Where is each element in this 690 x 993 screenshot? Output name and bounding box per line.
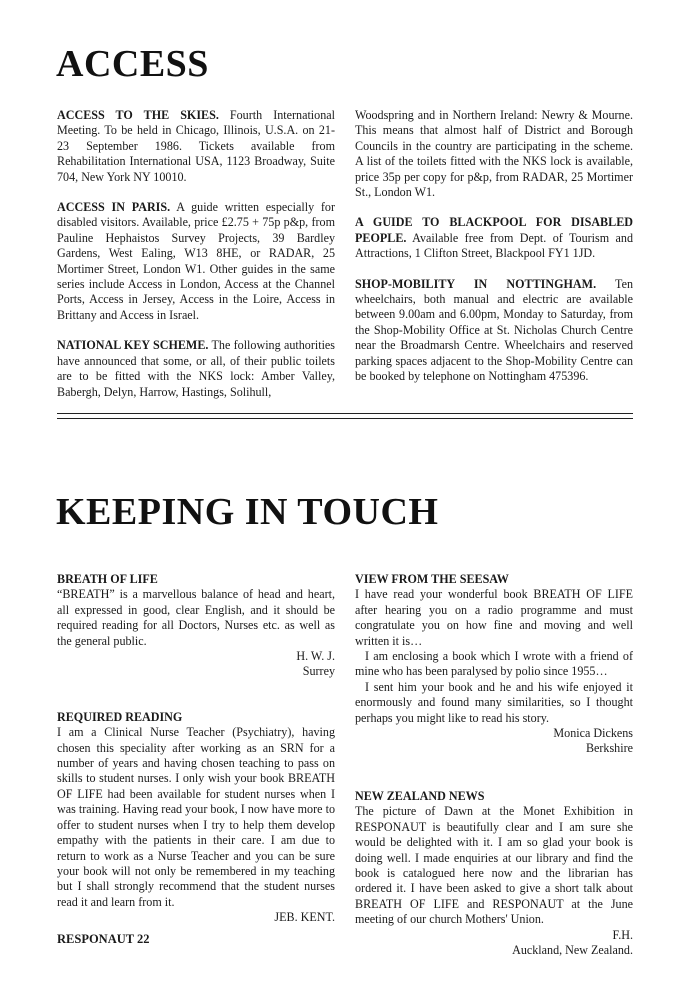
blackpool-body: Available free from Dept. of Tourism and Attractions, 1 Clifton Street, Blackpool FY1 1JD. (355, 230, 633, 261)
access-paris-item (57, 200, 335, 323)
access-paris-heading: ACCESS IN PARIS. (57, 200, 171, 215)
nz-body: The picture of Dawn at the Monet Exhibition in RESPONAUT is beautifully clear and I am sure she would be delighted with it. I am so glad your book is doing well. I made enquiries at our library and find the book is catalogued here now and the librarian has ordered it. I have been asked to give a short talk about BREATH OF LIFE and RESPONAUT at the June meeting of our church Mothers' Union. (355, 804, 633, 927)
reading-body: I am a Clinical Nurse Teacher (Psychiatry), having chosen this speciality after working as an SRN for a number of years and having chosen teaching to pass on skills to student nurses. I only wish your book BREATH OF LIFE had been available for student nurses when I was training. Having read your book, I now have more to offer to student nurses when I try to help them develop empathy with the patients in their care. I am due to return to work as a Nurse Teacher and you can be sure your book will not only be remembered in my teaching but I shall strongly recommend that the student nurses read it and learn from it. (57, 725, 335, 909)
spacer (355, 757, 633, 789)
breath-signature-name: H. W. J. (296, 649, 335, 664)
access-skies-heading: ACCESS TO THE SKIES. (57, 108, 219, 122)
access-title: ACCESS (56, 43, 209, 85)
access-column-right (355, 108, 633, 400)
key-scheme-continued: Woodspring and in Northern Ireland: Newry & Mourne. This means that almost half of District and Borough Councils in the country are participating in the scheme. A list of the toilets fitted with the NKS lock is available, price 35p per copy for p&p, from RADAR, 25 Mortimer St., London W1. (355, 108, 633, 200)
section-divider-bottom (57, 418, 633, 419)
seesaw-paragraph-2: I am enclosing a book which I wrote with a friend of mine who has been paralysed by polio since 1955… (355, 649, 633, 679)
reading-heading: REQUIRED READING (57, 709, 183, 724)
blackpool-item (355, 215, 633, 261)
key-scheme-heading: NATIONAL KEY SCHEME. (57, 338, 209, 353)
breath-body: “BREATH” is a marvellous balance of head and heart, all expressed in good, clear English, and it should be required reading for all Doctors, Nurses etc. as well as the general public. (57, 587, 335, 648)
access-paris-body: A guide written especially for disabled visitors. Available, price £2.75 + 75p p&p, from Pauline Hephaistos Survey Projects, 39 Bardley Gardens, West Ealing, W13 8HE, or RADAR, 25 Mortimer Street, London W1. Other guides in the same series include Access in London, Access at the Channel Ports, Access in Jersey, Access in the Loire, Access in Brittany and Access in Israel. (57, 200, 336, 322)
reading-signature-name: JEB. KENT. (274, 910, 335, 925)
nottingham-heading: SHOP-MOBILITY IN NOTTINGHAM. (355, 276, 597, 291)
seesaw-paragraph-3: I sent him your book and he and his wife enjoyed it enormously and found many similarities, so I thought perhaps you might like to read his story. (355, 679, 633, 725)
nz-signature-place: Auckland, New Zealand. (512, 942, 633, 957)
access-skies-body: Fourth International Meeting. To be held in Chicago, Illinois, U.S.A. on 21-23 September 1986. Tickets available from Rehabilitation International USA, 1123 Broadway, Suite 704, New York NY 10010. (57, 108, 335, 184)
section-divider-top (57, 413, 633, 414)
nz-signature-name: F.H. (612, 927, 633, 942)
breath-heading: BREATH OF LIFE (57, 572, 158, 586)
seesaw-signature-place: Berkshire (585, 741, 633, 756)
seesaw-signature-name: Monica Dickens (553, 726, 633, 741)
nz-heading: NEW ZEALAND NEWS (355, 788, 485, 803)
seesaw-paragraph-1: I have read your wonderful book BREATH OF LIFE after hearing you on a radio programme and must congratulate you on how fine and moving and well written it is… (355, 587, 633, 648)
touch-column-right (355, 572, 633, 958)
touch-column-left (57, 572, 335, 926)
access-skies-item (57, 108, 335, 185)
seesaw-heading: VIEW FROM THE SEESAW (355, 572, 509, 586)
key-scheme-item (57, 338, 335, 400)
key-scheme-body: The following authorities have announced that some, or all, of their public toilets are to be fitted with the NKS lock: Amber Valley, Babergh, Delyn, Harrow, Hastings, Solihull, (57, 338, 335, 399)
nottingham-item (355, 277, 633, 385)
spacer (57, 680, 335, 710)
breath-signature-place: Surrey (302, 664, 335, 679)
keeping-in-touch-title: KEEPING IN TOUCH (56, 491, 439, 533)
nottingham-body: Ten wheelchairs, both manual and electric are available between 9.00am and 6.00pm, Monday to Saturday, from the Shop-Mobility Office at St. Nicholas Church Centre near the Broadmarsh Centre. Wheelchairs and reserved parking spaces adjacent to the Shop-Mobility Centre can be booked by telephone on Nottingham 475396. (355, 276, 633, 384)
blackpool-heading: A GUIDE TO BLACKPOOL FOR DISABLED PEOPLE. (355, 215, 633, 245)
access-column-left (57, 108, 335, 415)
page-footer: RESPONAUT 22 (57, 932, 150, 946)
